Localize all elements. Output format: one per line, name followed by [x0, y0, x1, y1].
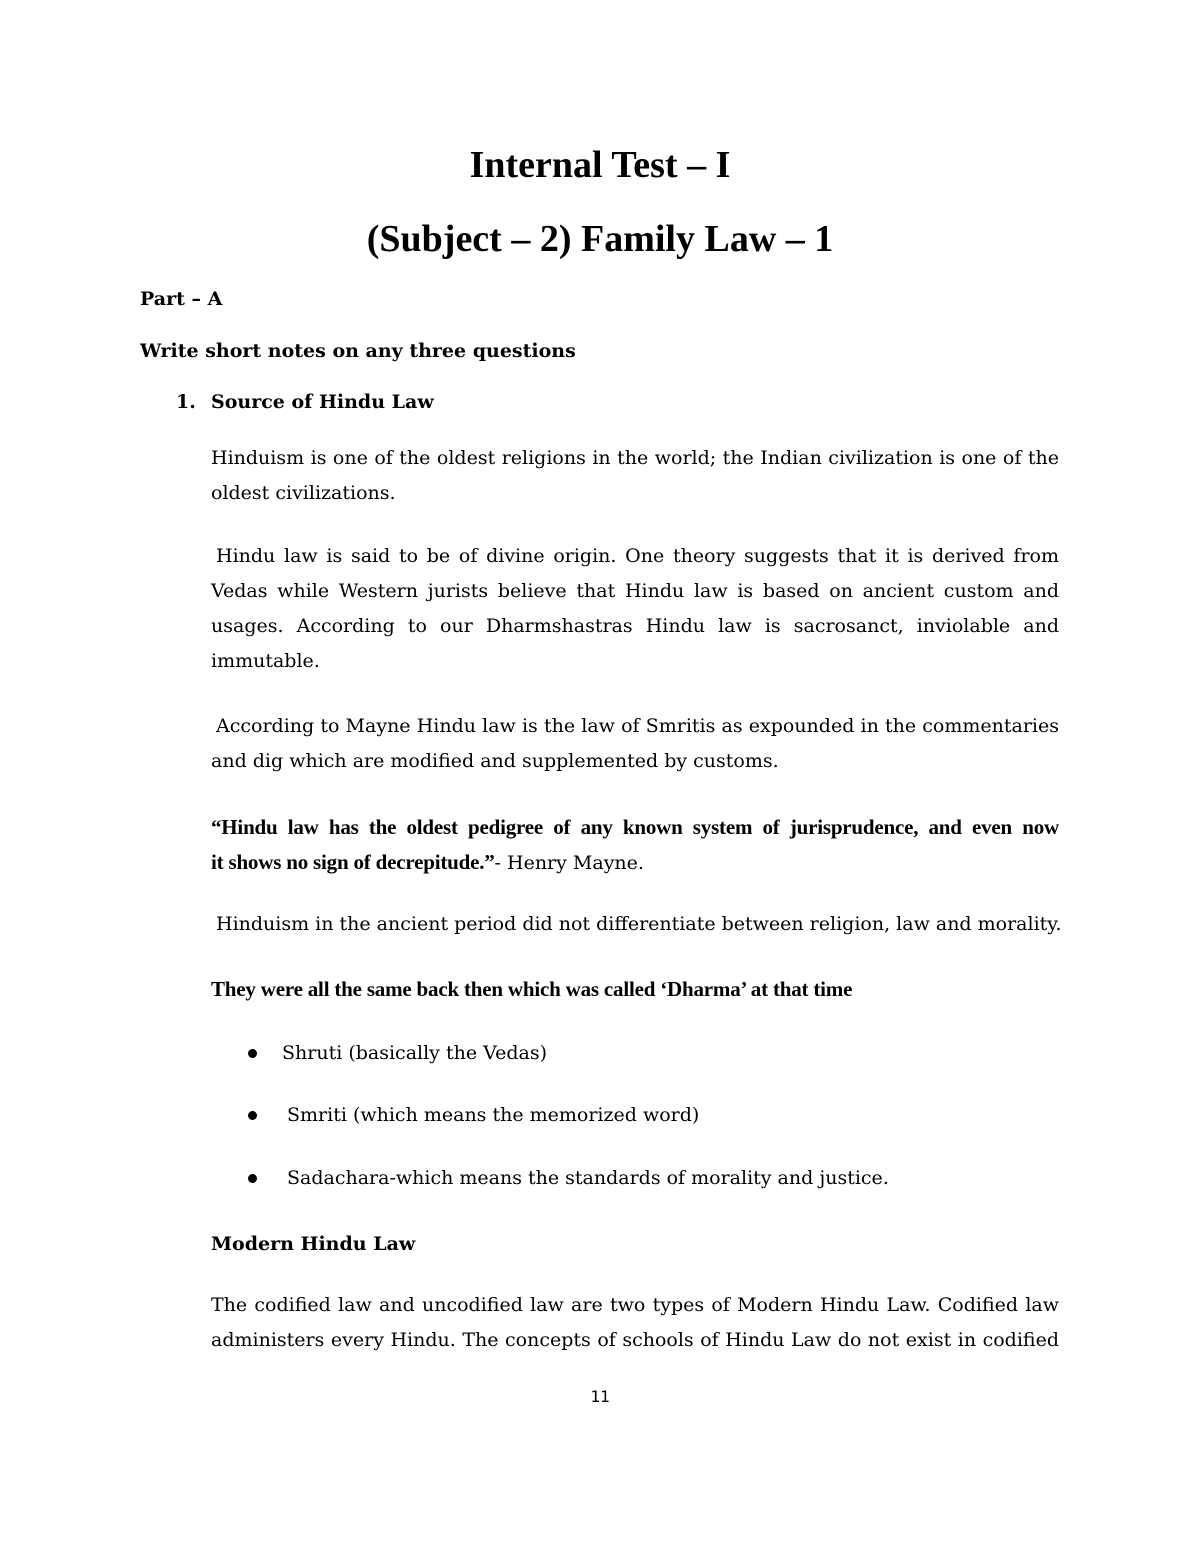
- instruction-text: Write short notes on any three questions: [140, 340, 576, 362]
- document-subtitle: (Subject – 2) Family Law – 1: [366, 218, 834, 260]
- document-title: Internal Test – I: [469, 144, 731, 186]
- paragraph-ancient-period: [211, 907, 1062, 942]
- paragraph-divine-origin: [211, 539, 1059, 679]
- paragraph-modern-hindu-law: [211, 1288, 1059, 1358]
- quote-line: “Hindu law has the oldest pedigree of any known system of jurisprudence, and even now: [211, 815, 1059, 839]
- paragraph-line: Hindu law is said to be of divine origin. One theory suggests that it is derived from: [216, 545, 1059, 567]
- question-number: 1.: [176, 391, 196, 413]
- quote-block: [211, 810, 1059, 881]
- modern-hindu-law-heading: Modern Hindu Law: [211, 1233, 416, 1255]
- bullet-text: Smriti (which means the memorized word): [287, 1104, 700, 1126]
- paragraph-line: Vedas while Western jurists believe that Hindu law is based on ancient custom and: [211, 580, 1059, 602]
- quote-attribution: - Henry Mayne.: [494, 852, 644, 874]
- quote-line-final: [211, 845, 1059, 881]
- page-number: 11: [590, 1387, 610, 1406]
- paragraph-line: Hinduism in the ancient period did not differentiate between religion, law and morality.: [216, 913, 1062, 935]
- bullet-text: Shruti (basically the Vedas): [282, 1042, 547, 1064]
- bullet-item: [0, 1039, 1200, 1069]
- dharma-heading-block: [211, 972, 1059, 1007]
- dharma-heading: They were all the same back then which was called ‘Dharma’ at that time: [211, 977, 853, 1001]
- bullet-icon: [248, 1049, 257, 1058]
- paragraph-line: oldest civilizations.: [211, 482, 396, 504]
- paragraph-mayne: [211, 709, 1059, 779]
- paragraph-hinduism-oldest: [211, 441, 1059, 511]
- bullet-item: [0, 1101, 1200, 1131]
- bullet-item: [0, 1164, 1200, 1194]
- paragraph-line: The codified law and uncodified law are two types of Modern Hindu Law. Codified law: [211, 1294, 1059, 1316]
- paragraph-line: administers every Hindu. The concepts of schools of Hindu Law do not exist in codified: [211, 1329, 1059, 1351]
- bullet-icon: [248, 1174, 257, 1183]
- question-heading: Source of Hindu Law: [211, 391, 434, 413]
- paragraph-line: and dig which are modified and supplemented by customs.: [211, 750, 779, 772]
- part-label: Part – A: [140, 288, 223, 310]
- paragraph-line: usages. According to our Dharmshastras Hindu law is sacrosanct, inviolable and: [211, 615, 1059, 637]
- bullet-text: Sadachara-which means the standards of morality and justice.: [287, 1167, 889, 1189]
- quote-text-bold: it shows no sign of decrepitude.”: [211, 850, 495, 874]
- paragraph-line: According to Mayne Hindu law is the law of Smritis as expounded in the commentaries: [216, 715, 1059, 737]
- paragraph-line: Hinduism is one of the oldest religions in the world; the Indian civilization is one of the: [211, 447, 1059, 469]
- paragraph-line: immutable.: [211, 650, 320, 672]
- bullet-icon: [248, 1111, 257, 1120]
